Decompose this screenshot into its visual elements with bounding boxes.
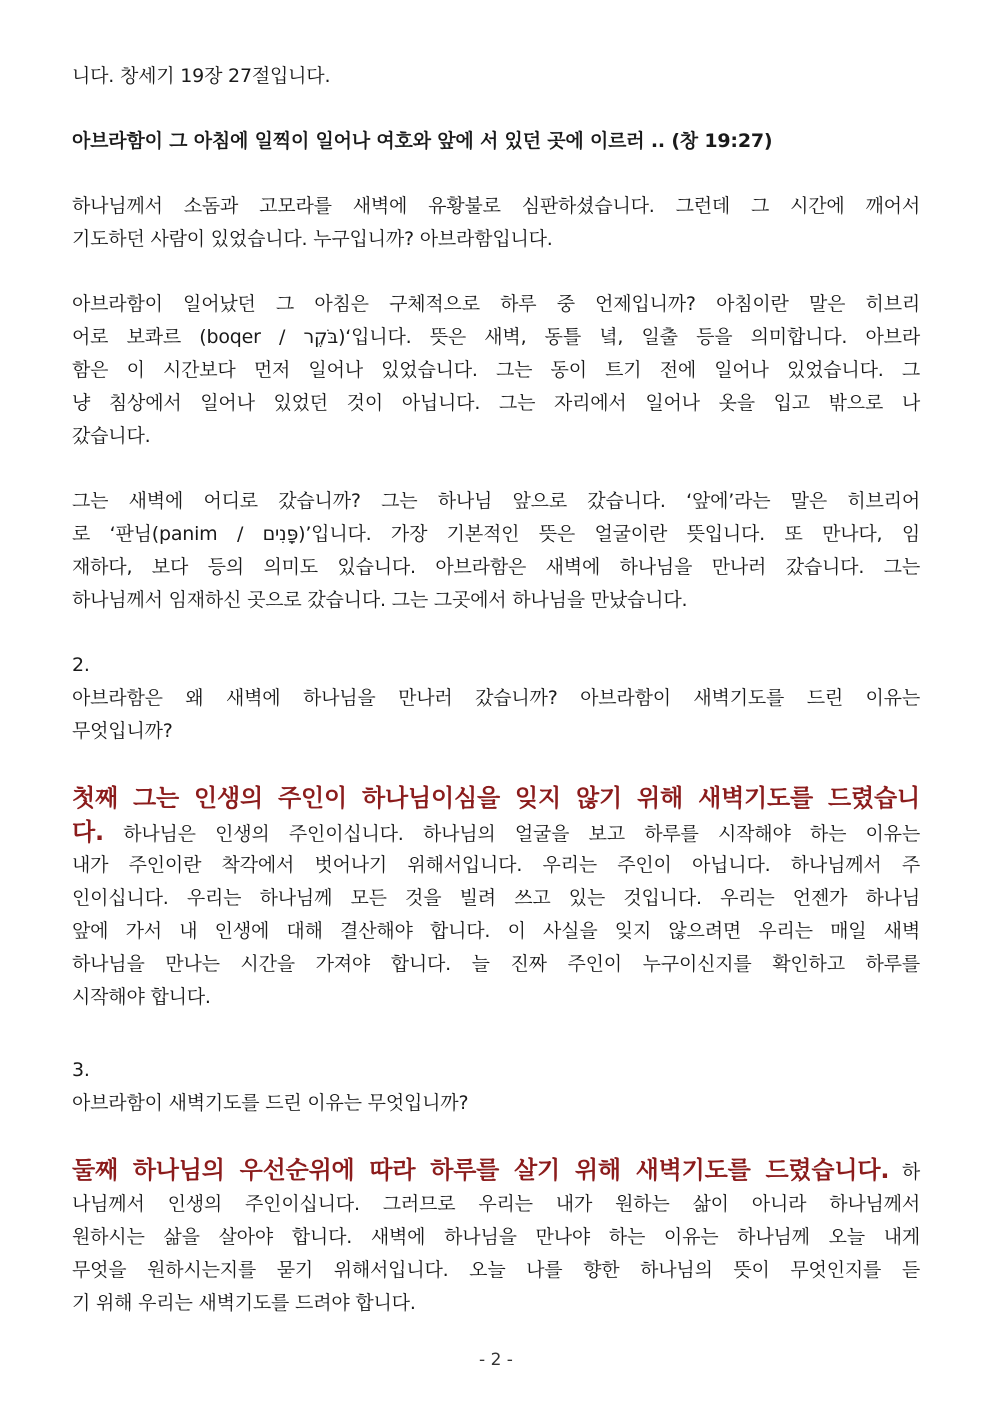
paragraph-text: 하 <box>889 1161 920 1183</box>
section-2 <box>72 649 920 748</box>
point-heading-tail: 다. <box>72 818 104 846</box>
section-number: 3. <box>72 1059 90 1081</box>
scripture-verse: 아브라함이 그 아침에 일찍이 일어나 여호와 앞에 서 있던 곳에 이르러 .. (창 19:27) <box>72 130 773 152</box>
paragraph-line: 재하다, 보다 등의 의미도 있습니다. 아브라함은 새벽에 하나님을 만나러 갔습니다. 그는 <box>72 556 920 578</box>
section-number: 2. <box>72 654 90 676</box>
paragraph-line: 하나님을 만나는 시간을 가져야 합니다. 늘 진짜 주인이 누구이신지를 확인하고 하루를 <box>72 953 920 975</box>
paragraph-line: 내가 주인이란 착각에서 벗어나기 위해서입니다. 우리는 주인이 아닙니다. 하나님께서 주 <box>72 854 920 876</box>
paragraph-line: 시작해야 합니다. <box>72 986 211 1008</box>
paragraph-line: 그는 새벽에 어디로 갔습니까? 그는 하나님 앞으로 갔습니다. ‘앞에’라는 말은 히브리어 <box>72 490 920 512</box>
paragraph-line <box>72 816 920 849</box>
paragraph-presence <box>72 485 920 617</box>
point-2 <box>72 1152 920 1320</box>
paragraph-line: 로 ‘판님(panim / פָּנִים)’입니다. 가장 기본적인 뜻은 얼굴이란 뜻입니다. 또 만나다, 임 <box>72 523 920 545</box>
paragraph-line: 어로 보콰르 (boqer / בֹּקֶר)‘입니다. 뜻은 새벽, 동틀 녘, 일출 등을 의미합니다. 아브라 <box>72 326 920 348</box>
paragraph-line: 원하시는 삶을 살아야 합니다. 새벽에 하나님을 만나야 하는 이유는 하나님께 오늘 내게 <box>72 1226 920 1248</box>
paragraph-line: 무엇을 원하시는지를 묻기 위해서입니다. 오늘 나를 향한 하나님의 뜻이 무엇인지를 듣 <box>72 1259 920 1281</box>
paragraph-line: 나님께서 인생의 주인이십니다. 그러므로 우리는 내가 원하는 삶이 아니라 하나님께서 <box>72 1193 920 1215</box>
point-heading: 둘째 하나님의 우선순위에 따라 하루를 살기 위해 새벽기도를 드렸습니다. <box>72 1156 890 1184</box>
paragraph-line: 함은 이 시간보다 먼저 일어나 있었습니다. 그는 동이 트기 전에 일어나 있었습니다. 그 <box>72 359 920 381</box>
paragraph-line: 하나님께서 임재하신 곳으로 갔습니다. 그는 그곳에서 하나님을 만났습니다. <box>72 589 688 611</box>
paragraph-line: 하나님께서 소돔과 고모라를 새벽에 유황불로 심판하셨습니다. 그런데 그 시간에 깨어서 <box>72 195 920 217</box>
paragraph-line <box>72 1152 920 1188</box>
paragraph-line: 니다. 창세기 19장 27절입니다. <box>72 65 331 87</box>
document-page <box>72 60 920 1320</box>
paragraph-text: 하나님은 인생의 주인이십니다. 하나님의 얼굴을 보고 하루를 시작해야 하는 이유는 <box>103 823 920 845</box>
paragraph-line: 갔습니다. <box>72 425 151 447</box>
point-1 <box>72 780 920 1014</box>
paragraph-line: 냥 침상에서 일어나 있었던 것이 아닙니다. 그는 자리에서 일어나 옷을 입고 밖으로 나 <box>72 392 920 414</box>
paragraph-line: 기도하던 사람이 있었습니다. 누구입니까? 아브라함입니다. <box>72 228 553 250</box>
paragraph-line: 무엇입니까? <box>72 720 173 742</box>
paragraph-line: 아브라함은 왜 새벽에 하나님을 만나러 갔습니까? 아브라함이 새벽기도를 드린 이유는 <box>72 687 920 709</box>
point-heading: 첫째 그는 인생의 주인이 하나님이심을 잊지 않기 위해 새벽기도를 드렸습니 <box>72 784 920 812</box>
paragraph-line: 인이십니다. 우리는 하나님께 모든 것을 빌려 쓰고 있는 것입니다. 우리는 언젠가 하나님 <box>72 887 920 909</box>
paragraph-morning <box>72 288 920 453</box>
section-3 <box>72 1054 920 1120</box>
paragraph-line: 기 위해 우리는 새벽기도를 드려야 합니다. <box>72 1292 416 1314</box>
paragraph-judgment <box>72 190 920 256</box>
paragraph-line: 앞에 가서 내 인생에 대해 결산해야 합니다. 이 사실을 잊지 않으려면 우리는 매일 새벽 <box>72 920 920 942</box>
page-number: - 2 - <box>479 1350 513 1370</box>
paragraph-line: 아브라함이 새벽기도를 드린 이유는 무엇입니까? <box>72 1092 469 1114</box>
paragraph-line: 아브라함이 일어났던 그 아침은 구체적으로 하루 중 언제입니까? 아침이란 말은 히브리 <box>72 293 920 315</box>
